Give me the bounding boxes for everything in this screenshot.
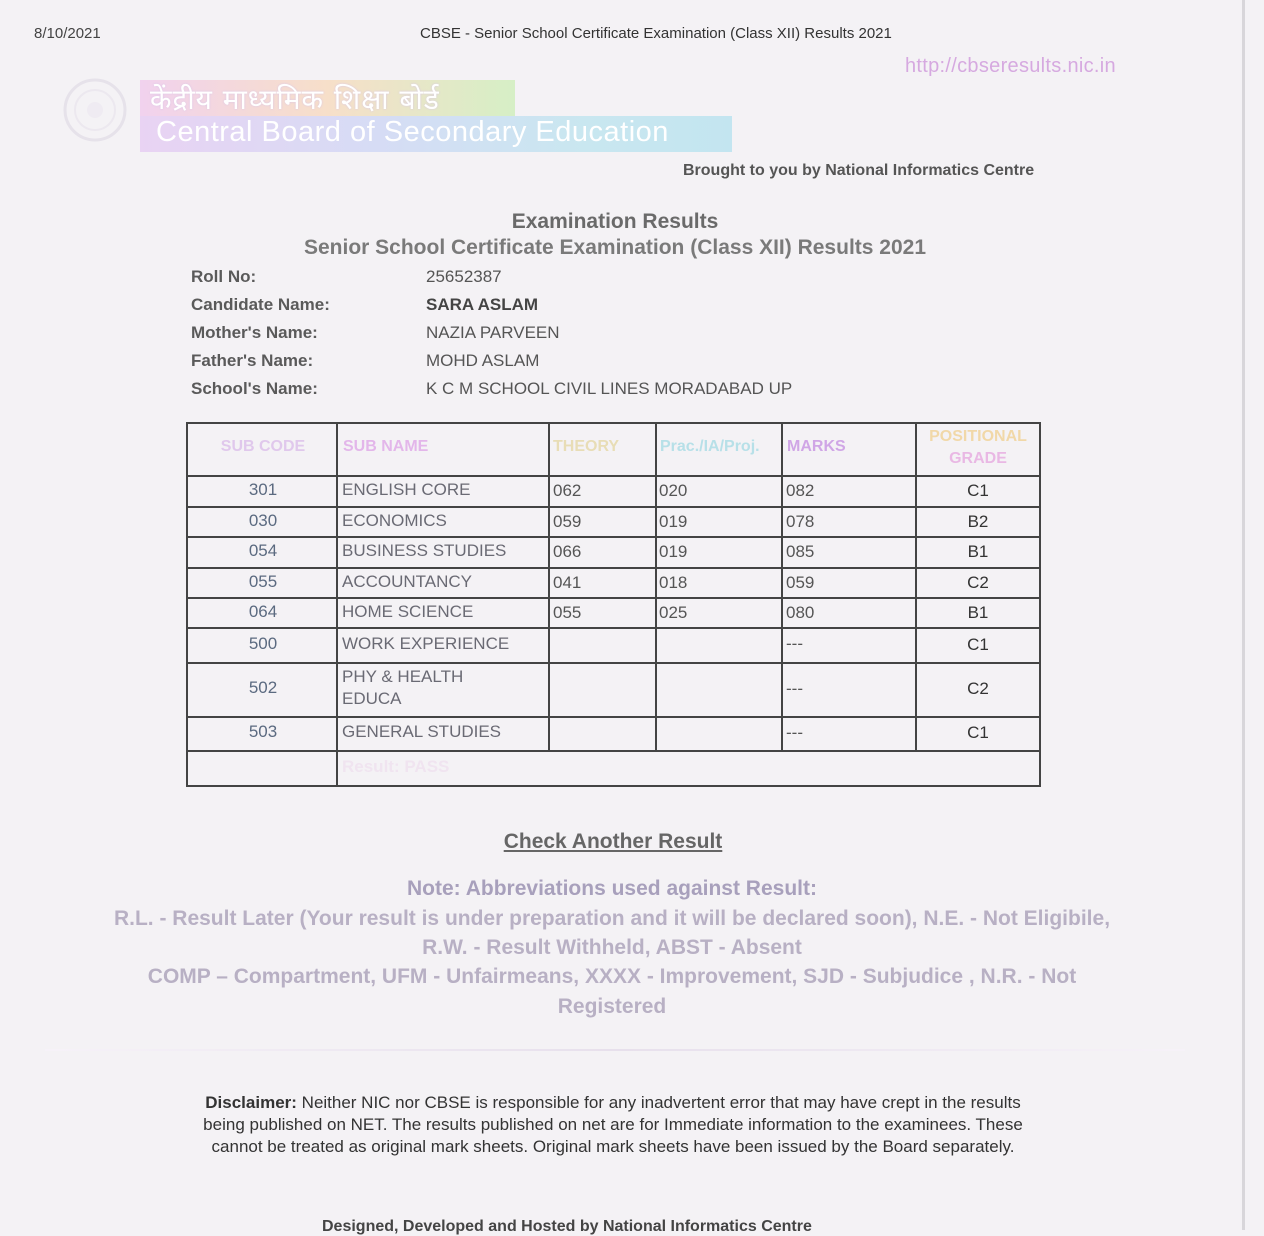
row-marks: 080	[786, 603, 815, 622]
page-title: Examination Results	[511, 210, 719, 233]
table-row-divider	[188, 750, 1039, 752]
row-practical: 020	[659, 481, 688, 500]
row-marks: ---	[786, 679, 803, 698]
mother-name-label: Mother's Name:	[191, 323, 318, 342]
row-theory: 062	[553, 481, 582, 500]
row-theory: 066	[553, 542, 582, 561]
row-sub-name-line1: PHY & HEALTH	[342, 667, 464, 686]
row-marks: 059	[786, 573, 815, 592]
notes-line: R.W. - Result Withheld, ABST - Absent	[422, 936, 802, 959]
print-date: 8/10/2021	[34, 25, 101, 42]
row-sub-code: 030	[248, 511, 278, 530]
row-sub-name: GENERAL STUDIES	[342, 722, 502, 741]
header-positional: POSITIONAL	[929, 428, 1027, 445]
site-url-link[interactable]: http://cbseresults.nic.in	[905, 55, 1116, 77]
header-sub-name: SUB NAME	[343, 438, 429, 455]
row-grade: B1	[967, 603, 989, 622]
row-sub-code: 301	[248, 480, 278, 499]
table-row-divider	[188, 567, 1039, 569]
table-row-divider	[188, 597, 1039, 599]
mother-name-value: NAZIA PARVEEN	[426, 323, 560, 342]
table-row-divider	[188, 716, 1039, 718]
table-row-divider	[188, 475, 1039, 477]
row-sub-code: 502	[248, 678, 278, 697]
school-name-value: K C M SCHOOL CIVIL LINES MORADABAD UP	[426, 379, 793, 398]
row-grade: C1	[967, 635, 989, 654]
row-theory: 059	[553, 512, 582, 531]
footer-credit: Designed, Developed and Hosted by National Informatics Centre	[322, 1218, 812, 1235]
candidate-name-label: Candidate Name:	[191, 295, 330, 314]
candidate-name-value: SARA ASLAM	[426, 295, 539, 314]
brought-by-text: Brought to you by National Informatics Centre	[683, 162, 1035, 179]
father-name-value: MOHD ASLAM	[426, 351, 540, 370]
row-sub-name: HOME SCIENCE	[342, 602, 474, 621]
header-grade: GRADE	[949, 450, 1007, 467]
row-sub-name: ENGLISH CORE	[342, 480, 471, 499]
row-marks: ---	[786, 634, 803, 653]
print-page-title: CBSE - Senior School Certificate Examination (Class XII) Results 2021	[420, 25, 892, 42]
row-marks: 078	[786, 512, 815, 531]
row-grade: C2	[967, 573, 989, 592]
notes-line: COMP – Compartment, UFM - Unfairmeans, XXXX - Improvement, SJD - Subjudice , N.R. - Not	[147, 965, 1077, 988]
row-grade: C1	[967, 723, 989, 742]
table-row-divider	[188, 627, 1039, 629]
notes-title: Note: Abbreviations used against Result:	[407, 877, 817, 900]
row-sub-name: ECONOMICS	[342, 511, 447, 530]
row-grade: B1	[967, 542, 989, 561]
result-status: Result: PASS	[342, 757, 450, 776]
father-name-label: Father's Name:	[191, 351, 314, 370]
disclaimer-label: Disclaimer:	[205, 1093, 297, 1112]
check-another-result-link[interactable]: Check Another Result	[503, 830, 723, 853]
row-sub-name-line2: EDUCA	[342, 689, 402, 708]
roll-no-value: 25652387	[426, 267, 502, 286]
cbse-emblem-icon	[58, 70, 132, 150]
notes-line: Registered	[557, 995, 667, 1018]
row-sub-name: ACCOUNTANCY	[342, 572, 473, 591]
row-grade: B2	[967, 512, 989, 531]
table-column-divider	[548, 424, 550, 752]
table-column-divider	[781, 424, 783, 752]
header-sub-code: SUB CODE	[220, 438, 306, 455]
header-theory: THEORY	[553, 438, 620, 455]
row-sub-code: 054	[248, 541, 278, 560]
row-sub-name: BUSINESS STUDIES	[342, 541, 507, 560]
disclaimer-text: Neither NIC nor CBSE is responsible for any inadvertent error that may have crept in the results being published on NET. The results published on net are for Immediate information to the examinees. These cannot be treated as original mark sheets. Original mark sheets have been issued by the Board separately.	[203, 1093, 1023, 1156]
row-sub-code: 055	[248, 572, 278, 591]
row-practical: 019	[659, 542, 688, 561]
banner-hindi-title: केंद्रीय माध्यमिक शिक्षा बोर्ड	[150, 83, 440, 116]
row-theory: 041	[553, 573, 582, 592]
section-divider	[45, 1049, 1185, 1051]
header-practical: Prac./IA/Proj.	[660, 438, 760, 455]
row-practical: 025	[659, 603, 688, 622]
table-row-divider	[188, 662, 1039, 664]
school-name-label: School's Name:	[191, 379, 318, 398]
header-marks: MARKS	[787, 438, 846, 455]
row-theory: 055	[553, 603, 582, 622]
disclaimer	[188, 1092, 1038, 1158]
banner-english-title: Central Board of Secondary Education	[156, 116, 669, 148]
row-sub-code: 064	[248, 602, 278, 621]
roll-no-label: Roll No:	[191, 267, 257, 286]
page-subtitle: Senior School Certificate Examination (Class XII) Results 2021	[303, 236, 927, 259]
table-row-divider	[188, 536, 1039, 538]
row-sub-code: 500	[248, 634, 278, 653]
page-edge-divider	[1242, 0, 1245, 1230]
notes-line: R.L. - Result Later (Your result is under preparation and it will be declared soon), N.E. - Not Eligibile,	[113, 907, 1111, 930]
row-sub-name: WORK EXPERIENCE	[342, 634, 510, 653]
row-grade: C1	[967, 481, 989, 500]
row-grade: C2	[967, 679, 989, 698]
row-marks: ---	[786, 723, 803, 742]
row-practical: 018	[659, 573, 688, 592]
row-practical: 019	[659, 512, 688, 531]
marks-table	[186, 422, 1041, 787]
row-marks: 085	[786, 542, 815, 561]
row-sub-code: 503	[248, 722, 278, 741]
row-marks: 082	[786, 481, 815, 500]
table-row-divider	[188, 506, 1039, 508]
table-column-divider	[655, 424, 657, 752]
